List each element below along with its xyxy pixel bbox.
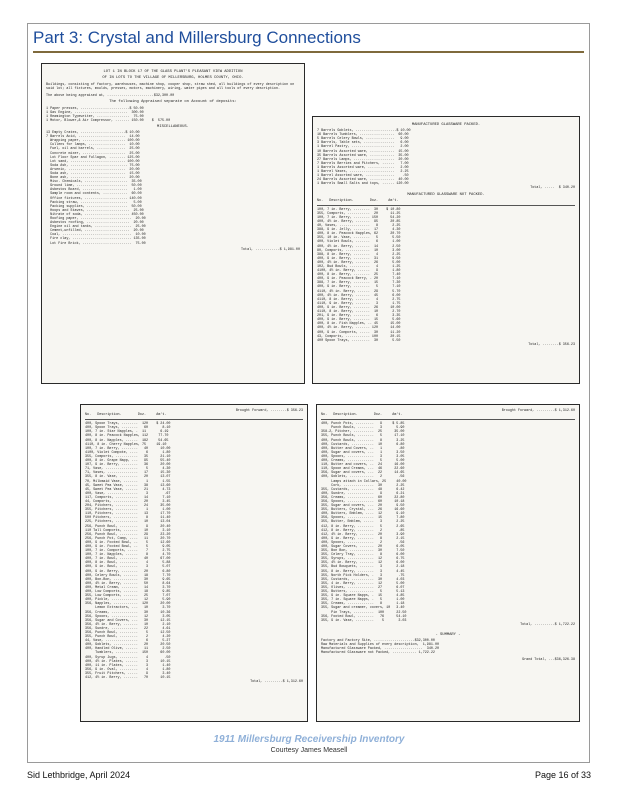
list-item: Soda ash, ........................... 15.00 [46, 171, 140, 176]
table-row: 355, Low Comports, ....... 25 7.07 [85, 594, 171, 599]
table-row: 71, Vase, ................ 5 4.30 [85, 467, 171, 472]
table-row: 355, 7 in. Square Napps, . 5 1.00 [321, 598, 405, 603]
table-row: 45, Sweet Pea Vase, ...... 38 13.60 [85, 483, 171, 488]
doc1-heading-1: LOT 1 IN BLOCK 17 OF THE GLASS PLANT'S PLEASANT VIEW ADDITION [103, 70, 243, 74]
table-row: 355, Butters, Crystal, ... 26 16.60 [321, 508, 405, 513]
list-item: 1 Barrels Assorted ware, ............. 2.00 [317, 165, 409, 170]
table-row: 400, 9 in. Berry, ........ 31 9.50 [317, 256, 401, 261]
list-item: 13 Empty Crates, ......................$ 10.00 [46, 131, 140, 136]
doc3-rows [85, 422, 303, 680]
doc2-packed-total: Total, ..... $ 340.20 [530, 186, 575, 191]
doc4-column-headers: No. Description. Doz. Am't. [321, 413, 403, 418]
list-item: Roofing paper, ......................... 20.00 [46, 217, 146, 221]
table-row: 388, 9 in. Jelly, ........ 17 4.30 [317, 228, 401, 233]
table-row: 355, Butters, ............ 5 5.13 [321, 590, 405, 595]
doc4-summary-heading: - SUMMARY - [435, 632, 461, 637]
table-row: 355, North Pick Holders, . 3 .75 [321, 573, 405, 578]
table-row: 256, Punch Bowl, ......... 9 20.40 [85, 524, 171, 529]
table-row: 400, 8 in. Grape Napp, ... 95 55.40 [85, 459, 171, 464]
table-row: 400, 9 in. Berry, ........ 20 6.80 [85, 569, 171, 574]
table-row: 500 Pitchers, ............ 8 11.40 [85, 516, 171, 521]
table-row: 355, Comports, ........... 35 21.10 [85, 454, 171, 459]
table-row: 100, 7 in. Berry, ........ 40 10.00 [85, 446, 171, 451]
table-row: 100, 7 in. Napples, ...... 8 4.70 [85, 553, 171, 558]
table-row: 400, Violet Bowls, ....... 6 1.00 [317, 240, 401, 245]
list-item: 1 Barrel Pastry, ..................... 2.00 [317, 145, 409, 150]
table-row: 355, Butter, Emblem, ..... 3 2.25 [321, 520, 405, 525]
table-row: 4110, 8 in. Berry, ....... 10 2.70 [317, 310, 401, 315]
table-row: 400, Butter and Covers, .. 1 .80 [321, 446, 405, 451]
table-row: 400, Spoon Trays, ........ 120 $ 24.00 [85, 422, 171, 427]
table-row: 355, 8 in. Berry, ........ 3 4.45 [321, 569, 405, 574]
table-row: 355, Syrups, ............. 12 6.75 [321, 557, 405, 562]
list-item: 35 Barrels Assorted ware, ............ 35.00 [317, 153, 409, 158]
title-underline [33, 51, 584, 53]
table-row: 412, 8 in. Berry, ........ 5 2.65 [321, 524, 405, 529]
inventory-scan-brought-forward-2 [316, 404, 580, 722]
table-row: 201, 9 in. Berry, ........ 6 3.35 [317, 314, 401, 319]
inventory-scan-glassware [312, 116, 580, 384]
list-item: 10 Barrels Assorted ware, ............ 15.00 [317, 149, 409, 154]
list-item: Manufactured Glassware Packed, ................... 340.20 [321, 647, 440, 652]
doc4-summary-list [321, 639, 575, 655]
table-row: 100, 7 in. Comports, ..... 7 2.75 [85, 549, 171, 554]
table-row: 80, Comports, ............ 10 3.00 [317, 248, 401, 253]
page-title: Part 3: Crystal and Millersburg Connections [33, 28, 361, 47]
list-item: Asbestos Board, ...................... 1.00 [46, 188, 142, 193]
table-row: 400, Metal Cream, ........ 14 3.70 [85, 585, 171, 590]
table-row: 70, Milkmaid Vase, ....... 1 1.55 [85, 479, 171, 484]
table-row: 4100, Violet Compote, .... 6 1.80 [85, 450, 171, 455]
list-item: 1 Paper presses, ........................$ 50.00 [46, 106, 144, 111]
list-item: Hoops and Staves, ..................... 25.00 [46, 208, 144, 213]
table-row: 400, 9 in. Berry, ........ 15 5.60 [317, 318, 401, 323]
table-row: 400, Spoon Trays, ........ 60 8.10 [85, 426, 171, 431]
table-row: 400, 9 in. Footed Bowl, .. 5 12.60 [85, 540, 171, 545]
table-row: 400, 8 in. Peacock Napples, 62 20.70 [317, 232, 401, 237]
table-row: 400, Punch Pots, ......... 9 $ 5.85 [321, 422, 405, 427]
inventory-scan-brought-forward-1 [80, 404, 308, 722]
table-row: 356, Sugar and covers, ... 22 14.65 [321, 471, 405, 476]
table-row: 100, 7 in. Star Napples, . 11 6.19 [85, 430, 169, 435]
table-row: 356, Sundre, ............. 22 4.61 [85, 626, 171, 631]
doc4-brought-forward: Brought Forward, .........$ 1,312.60 [501, 409, 575, 413]
table-row: 355, 4½ in. Berry, ....... 12 6.00 [321, 561, 405, 566]
table-row: 400, Pickle, ............. 12 5.90 [85, 598, 171, 603]
table-row: 45, Sweet Pea Vase, ...... 21 4.73 [85, 487, 171, 492]
table-row: 43, Comports, ............ 100 20.15 [317, 334, 401, 339]
list-item: Packing supplies, .................... 50.00 [46, 204, 142, 209]
table-row: 400, 8 in. Fish Napples, .. 45 15.00 [317, 322, 401, 327]
table-row: 110, Butter and covers, .. 24 16.00 [321, 463, 405, 468]
table-row: Lamps attach in Collars, 25 40.00 [321, 479, 407, 484]
table-row: 400, Handled Olive, ...... 11 2.50 [85, 647, 171, 652]
table-row: 355, Comports, ........... 20 11.25 [317, 211, 401, 216]
list-item: 1 Reamington Typewriter, ................ 75.00 [46, 114, 144, 119]
table-row: 400, 4½ in. Berry, ....... 95 20.85 [317, 219, 401, 224]
table-row: 400, Spoons, ............. 3 3.05 [321, 454, 405, 459]
table-row: 400, 4½ in. Berry, ....... 14 2.50 [317, 244, 401, 249]
figure-caption: 1911 Millersburg Receivership Inventory [213, 734, 405, 745]
list-item: Raw Materials and Supplies of every description, 1,981.00 [321, 643, 440, 648]
table-row: 400, Sugar and covers, ... 1 3.50 [321, 450, 405, 455]
list-item: Wrapping paper, ..................... 100.00 [46, 139, 140, 144]
list-item: 1 Barrel Assorted ware, .............. .50 [317, 174, 409, 179]
list-item: Cement,unfilled, ...................... 20.00 [46, 229, 144, 234]
table-row: 400, 9 in. Berry, ........ 5 7.10 [317, 285, 401, 290]
doc2-heading-not-packed: MANUFACTURED GLASSWARE NOT PACKED. [407, 192, 485, 197]
table-row: Lemon Extractors, ... 10 3.70 [85, 606, 171, 611]
table-row: 356, Napples, ............ 120 20.00 [85, 602, 171, 607]
list-item: Office fixtures, ..................... 140.00 [46, 196, 142, 201]
list-item: 3 Barrels, Table sets, ............... 6.00 [317, 141, 409, 146]
list-item: Sample room and contents, ............ 60.00 [46, 192, 142, 197]
table-row: 400, Low Comports, ....... 18 9.85 [85, 590, 171, 595]
doc3-column-headers: No. Description. Doz. Am't. [85, 413, 167, 418]
table-row: 358-2, Pitcher, .......... 25 35.00 [321, 430, 405, 435]
table-row: 400, Butters, Emblem, .... 12 9.10 [321, 512, 405, 517]
table-row: Cork, ............... 30 2.25 [321, 483, 405, 488]
doc4-rows [321, 422, 575, 623]
doc3-total: Total, .........$ 1,312.60 [250, 680, 303, 685]
list-item: Engine oil and tanks, .................. 25.00 [46, 225, 146, 230]
table-row: 400, 8 in. Bowl, ......... 4 5.88 [85, 561, 171, 566]
list-item: Lot Floor Spar and Fullagon, ........ 125.00 [46, 155, 140, 160]
table-row: 355, Punch Bowl, ......... 2 4.20 [85, 635, 171, 640]
table-row: 356, 4½ in. Berry, ....... 10 2.10 [85, 622, 171, 627]
table-row: 400, 4½ in. Berry, ....... 120 14.00 [317, 326, 401, 331]
list-item: 7 Barrels Goblets, ....................$ 10.00 [317, 129, 411, 134]
list-item: 1 Barrels Small Salts and tops, ...... 120.00 [317, 182, 409, 187]
table-row: 355, Bud Bouquets, ....... 3 2.18 [321, 565, 405, 570]
table-row: 355, 9 in. Vase, ......... 5 3.03 [321, 618, 407, 623]
list-item: 27 Barrels Lamps, .................... 20.00 [317, 157, 409, 162]
table-row: Punch Bowls, ........ 3 5.90 [321, 426, 405, 431]
table-row: 110, Pitchers, ........... 13 17.70 [85, 512, 171, 517]
table-row: 355, Custards, ........... 30 4.03 [321, 577, 405, 582]
table-row: 412, 4½ in. Berry, ....... 20 3.90 [321, 532, 405, 537]
doc1-appraised: The above being appraised at, .......................$32,300.00 [46, 94, 175, 99]
list-item: 16 Barrels Tumblers, ................. 60.00 [317, 133, 409, 138]
table-row: Pin Trays, .......... 100 22.50 [321, 610, 407, 615]
list-item: Concrete mixer, ..................... 25.00 [46, 151, 140, 156]
table-row: 400, 9 in. Peacock Berry, . 20 7.10 [317, 277, 401, 282]
table-row: 400, 4½ in. Berry, ....... 26 5.00 [317, 260, 401, 265]
table-row: 355, Custards, ........... 48 6.42 [321, 487, 405, 492]
table-row: 4110, 8 in. Cherry Napples, 75 19.10 [85, 442, 167, 447]
table-row: 400, 8 in. Napples, ...... 182 54.65 [85, 438, 169, 443]
table-row: 400, 9 in. Bowl, ......... 3 5.07 [85, 565, 171, 570]
table-row: 100, 7 in. Berry, ........ 30 $ 10.80 [317, 207, 401, 212]
table-row: 400, Goblets, ............ 2 .56 [321, 475, 405, 480]
table-row: 356, Punch Bowl, ......... 5 12.50 [85, 630, 171, 635]
table-row: 355, Pitchers, ........... 1 1.00 [85, 508, 171, 513]
table-row: 400, Sundre, ............. 9 6.21 [321, 491, 405, 496]
list-item: Bone ash, ........................... 20.00 [46, 176, 140, 181]
table-row: 400, 9 in. Berry, ........ 8 2.15 [321, 536, 405, 541]
table-row: 4110, 4½ in. Berry, ...... 29 5.70 [317, 289, 401, 294]
table-row: 356, Spoons, ............. 60 10.18 [321, 499, 405, 504]
table-row: 71, Vases, ............... 17 15.30 [85, 471, 171, 476]
doc2-rows [317, 208, 575, 343]
table-row: 100, 7 in. Berry, ........ 150 54.20 [317, 215, 401, 220]
list-item: Lot Fire Brick, ........................ 75.00 [46, 241, 146, 246]
table-row: 400, Spoons, ............. 2 .56 [321, 540, 405, 545]
table-row: 400, 9 in. Footed Bowl, .. 5 9.05 [85, 545, 171, 549]
table-row: 412, 4½ in. Berry, ....... 70 10.15 [85, 676, 171, 680]
list-item: 1 Barrel Vases, ...................... 2.25 [317, 170, 409, 175]
divider [317, 205, 575, 206]
list-item: Arsenic, ............................ 20.00 [46, 167, 140, 172]
doc1-total: Total, ............$ 1,981.00 [240, 247, 300, 252]
list-item: Coal, .................................. 10.00 [46, 233, 146, 238]
table-row: 355, Celery Tray, ........ 8 6.00 [321, 553, 405, 558]
table-row: 400 Spoon Trays, ......... 30 5.50 [317, 338, 401, 343]
table-row: 356, 9 in. Oval, ......... 4 1.80 [85, 667, 171, 672]
list-item: 1 Motor, Blower,& Air Compressor, ....... 150.00 $ 575.00 [46, 118, 171, 123]
doc2-total: Total, ........$ 356.23 [528, 342, 575, 347]
table-row: 400, 8 in. Berry, ........ 25 7.40 [317, 273, 401, 278]
table-row: 400, Vase, ............... 3 .67 [85, 491, 171, 496]
table-row: 356, Spoons, ............. 15 7.80 [321, 516, 405, 521]
list-item: 5 Barrels Celery Bowls, .............. 9.00 [317, 137, 409, 142]
doc1-misc-heading: MISCELLANEOUS. [157, 124, 189, 129]
doc2-packed-list [317, 129, 575, 186]
table-row: 355, Sugar and creamer, covers, 10 3.40 [321, 606, 405, 611]
list-item: Fire clay, ............................. 135.00 [46, 237, 146, 242]
table-row: 400, Custards, ........... 10 6.80 [321, 442, 405, 447]
table-row: 40, Vases, ............... 8 2.25 [317, 224, 401, 229]
table-row: 400, Syrup Jugs, ......... 4 .50 [85, 655, 171, 660]
table-row: 355, Punch Bowls, ........ 5 17.10 [321, 434, 405, 439]
table-row: 4100, 4½ in. Berry, ...... 9 1.80 [317, 269, 401, 274]
list-item: Packing straw, ....................... 5.00 [46, 200, 142, 205]
table-row: 400, 9 in. Comports, ..... 30 11.20 [317, 330, 401, 335]
doc4-grand-total: Grand Total, ...$36,326.38 [522, 658, 575, 663]
table-row: 44, Vase, ................ 6 5.27 [85, 639, 171, 644]
table-row: 400, 7 in. Bowl, ......... 40 67.00 [85, 557, 171, 562]
table-row: 225, Pitchers, ........... 10 13.04 [85, 520, 171, 525]
list-item: Lot sand, ........................... 100.00 [46, 159, 140, 164]
doc4-total: Total, ..........$ 1,722.22 [520, 622, 575, 627]
table-row: 355, 10 in. Vase, ........ 5 5.50 [317, 236, 401, 241]
footer-author: Sid Lethbridge, April 2024 [27, 770, 131, 780]
table-row: 110, Spoon and Creams, ... 46 22.60 [321, 467, 405, 472]
table-row: 356, Footed Bowl, ........ 76 54.10 [321, 614, 407, 619]
figure-credit: Courtesy James Measell [270, 747, 348, 754]
table-row: 388, 8 in. Berry, ........ 4 2.25 [317, 252, 401, 257]
table-row: 400, Sugar Covers, ....... 20 6.05 [321, 545, 405, 549]
table-row: 355, Bon Bon, ............ 30 7.50 [321, 549, 405, 554]
table-row: 355, 4 in. Berry, ........ 12 5.00 [321, 581, 405, 586]
table-row: 400, 11 in. Plates, ...... 3 1.40 [85, 663, 171, 668]
divider [321, 419, 575, 420]
table-row: 355, Sugar and covers, ... 20 9.50 [321, 504, 405, 509]
doc1-heading-2: OF IN LOTS TO THE VILLAGE OF MILLERSBURG, HOLMES COUNTY, OHIO. [102, 76, 244, 81]
table-row: 400, Goblets, ............ 20 20.50 [85, 643, 171, 648]
table-row: 400, 9 in. Berry, ........ 26 10.00 [317, 305, 401, 310]
table-row: 4110, 8 in. Berry, ....... 4 2.75 [317, 297, 401, 302]
table-row: 107, 9 in. Berry, ........ 36 20.00 [85, 463, 171, 468]
table-row: 4110, 9 in. Berry, ....... 3 1.75 [317, 301, 401, 306]
doc1-paragraph: Buildings, consisting of factory, warehouses, machine shop, cooper shop, straw shed, all buildings of every description on said lot; all fixtures, moulds, presses, motors, machinery, wiring, water pipes and all tools of every description. [46, 83, 295, 92]
list-item: Cullens for lamps, .................. 10.00 [46, 143, 140, 148]
doc3-brought-forward: Brought Forward, ........$ 356.23 [235, 409, 303, 413]
divider [85, 419, 303, 420]
list-item: Factory and Factory Site, ....................$32,300.00 [321, 638, 435, 643]
footer-page-number: Page 16 of 33 [534, 770, 591, 780]
table-row: 117, Comports, ........... 14 7.10 [85, 495, 171, 500]
table-row: 356, Creams, ............. 60 22.80 [321, 495, 405, 500]
list-item: 24 Barrels Assorted ware, ............ 40.00 [317, 178, 409, 183]
table-row: 44, Comports, ............ 20 3.45 [85, 499, 171, 504]
list-item: 7 Barrels Acid, ....................... 14.00 [46, 135, 140, 140]
list-item: Ground lime, ......................... 50.00 [46, 184, 142, 189]
list-item: Soda Ash, ............................ 75.00 [46, 163, 140, 168]
table-row: 256, Punch Bowl, ......... 29 23.20 [85, 532, 171, 537]
list-item: Fuel, oil and barrels, .............. 25.00 [46, 147, 140, 152]
list-item: 1 Gas Engine, .......................... 300.00 [46, 110, 144, 115]
table-row: 356, Creams, ............. 30 10.36 [85, 610, 171, 615]
table-row: 355, Creams, ............. 8 1.18 [321, 602, 405, 607]
table-row: 256, Punch Pot, Comp, .... 11 20.70 [85, 536, 171, 541]
table-row: 102, Bud Bowls, .......... 4 1.25 [317, 265, 401, 269]
inventory-scan-factory [41, 63, 305, 384]
table-row: 355, 9 in. Square Napps, . 15 4.85 [321, 594, 405, 599]
table-row: 400, 4½ in. Plates, ...... 3 10.15 [85, 659, 171, 664]
table-row: 400, Bon-Bon, ............ 30 9.65 [85, 577, 171, 582]
doc1-deposits-list [46, 107, 300, 123]
table-row: Tumblers, ........... 150 60.00 [85, 651, 171, 656]
list-item: Manufactured Glassware not Packed, ............ 1,722.22 [321, 651, 435, 656]
table-row: 204, Pitchers, ........... 24 35.00 [85, 504, 171, 509]
table-row: 355, Olives, ............. 27 6.07 [321, 585, 405, 590]
list-item: Misc. Chemicals, ..................... 35.00 [46, 180, 142, 185]
list-item: Asbestos roofing, ..................... 20.00 [46, 221, 144, 226]
table-row: 400, 8 in. Peacock Napples, 112 77.70 [85, 434, 169, 439]
table-row: 388, 7 in. Berry, ........ 15 7.30 [317, 281, 401, 286]
table-row: 400, Punch Bowls, ........ 8 3.25 [321, 438, 405, 443]
table-row: 355, 8 in. Vase, ......... 20 13.07 [85, 475, 171, 480]
table-row: 356, Sugar and Covers, ... 30 12.15 [85, 618, 171, 623]
table-row: 355, Fruit Pitchers, ..... 9 3.40 [85, 671, 171, 676]
table-row: 400, Celery Bowls, ....... 18 7.70 [85, 573, 171, 578]
table-row: 400, 4½ in. Berry, ....... 45 6.00 [317, 293, 401, 298]
table-row: 110 Tall Comports, ....... 10 3.10 [85, 528, 171, 533]
doc1-deposits-heading: The following Appraised separate on Account of deposits: [109, 100, 237, 105]
doc2-column-headers: No. Description. Doz. Am't. [317, 198, 399, 203]
list-item: Nitrate of soda, ...................... 450.00 [46, 212, 144, 217]
doc2-heading-packed: MANUFACTURED GLASSWARE PACKED. [411, 123, 481, 127]
table-row: 356, Spoons, ............. 12 3.05 [85, 614, 171, 619]
table-row: 412, 8 in. Berry, ........ 2 .85 [321, 528, 405, 533]
doc1-misc-list [46, 131, 300, 246]
table-row: 400, 4½ in. Berry, ....... 50 8.64 [85, 581, 171, 586]
list-item: 7 Barrels Berries and Pitchers, ...... 7.00 [317, 161, 409, 166]
table-row: 400, Creams, ............. 5 5.00 [321, 459, 405, 464]
